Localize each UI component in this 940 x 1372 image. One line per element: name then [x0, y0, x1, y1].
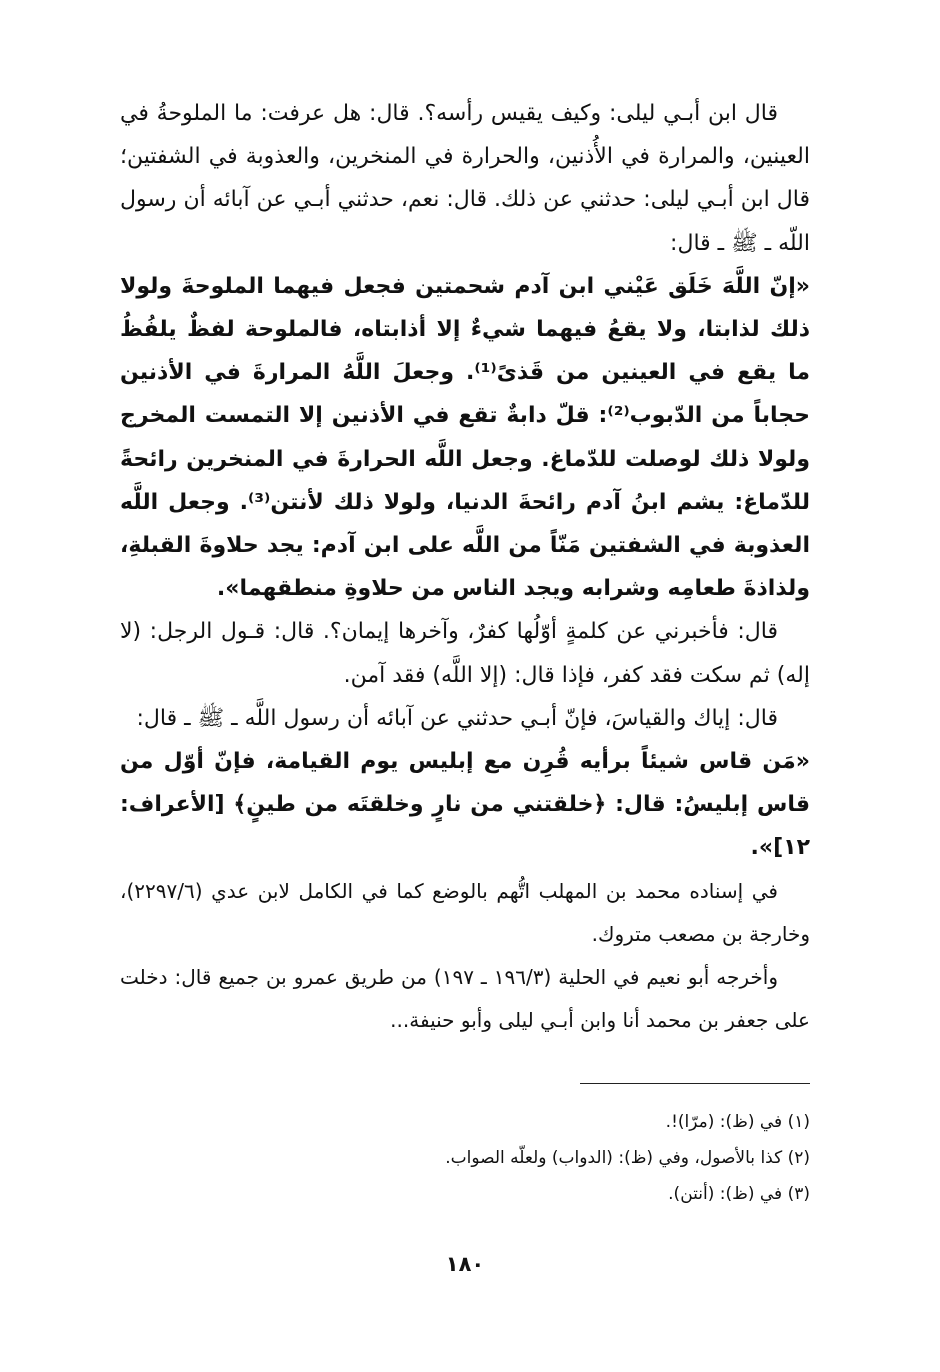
footnote-2: (٢) كذا بالأصول، وفي (ظ): (الدواب) ولعلّه الصواب. [445, 1148, 810, 1168]
footnote-divider [580, 1083, 810, 1084]
footnote-3: (٣) في (ظ): (أنتن). [668, 1184, 810, 1204]
footnotes [120, 1104, 810, 1212]
paragraph-dialogue-3: قال: إياك والقياسَ، فإنّ أبـي حدثني عن آبائه أن رسول اللَّه ـ ﷺ ـ قال: [136, 705, 778, 731]
book-page [120, 92, 810, 1342]
paragraph-hadith-2: «مَن قاس شيئاً برأيه قُرِن مع إبليس يوم القيامة، فإنّ أوّل من قاس إبليسُ: قال: ﴿خلقتني من نارٍ وخلقتَه من طينٍ﴾ [الأعراف: ١٢]». [120, 749, 810, 861]
paragraph-dialogue-2: قال: فأخبرني عن كلمةٍ أوّلُها كفرٌ، وآخرها إيمان؟. قال: قـول الرجل: (لا إله) ثم سكت فقد كفر، فإذا قال: (إلا اللَّه) فقد آمن. [120, 619, 810, 688]
main-text [120, 92, 810, 1042]
footnote-1: (١) في (ظ): (مرّا)!. [665, 1112, 810, 1132]
paragraph-hadith-1: «إنّ اللَّهَ خَلَق عَيْني ابن آدم شحمتين فجعل فيهما الملوحةَ ولولا ذلك لذابتا، ولا يقعُ فيهما شيءٌ إلا أذابتاه، فالملوحة لفظٌ يلفُظُ ما يقع في العينين من قَذىً⁽¹⁾. وجعلَ اللَّهُ المرارةَ في الأذنين حجاباً من الدّبوب⁽²⁾: قلّ دابةٌ تقع في الأذنين إلا التمست المخرج ولولا ذلك لوصلت للدّماغ. وجعل اللَّه الحرارةَ في المنخرين رائحةً للدّماغ: يشم ابنُ آدم رائحةَ الدنيا، ولولا ذلك لأنتن⁽³⁾. وجعل اللَّه العذوبة في الشفتين مَنّاً من اللَّه على ابن آدم: يجد حلاوةَ القبلةِ، ولذاذةَ طعامِه وشرابه ويجد الناس من حلاوةِ منطقهما». [120, 273, 810, 602]
paragraph-dialogue-1: قال ابن أبـي ليلى: وكيف يقيس رأسه؟. قال: هل عرفت: ما الملوحةُ في العينين، والمرارة في الأُذنين، والحرارة في المنخرين، والعذوبة في الشفتين؛ قال ابن أبـي ليلى: حدثني عن ذلك. قال: نعم، حدثني أبـي عن آبائه أن رسول اللّه ـ ﷺ ـ قال: [120, 101, 810, 256]
page-number: ١٨٠ [445, 1252, 485, 1276]
paragraph-takhrij-2: وأخرجه أبو نعيم في الحلية (١٩٦/٣ ـ ١٩٧) من طريق عمرو بن جميع قال: دخلت على جعفر بن محمد أنا وابن أبـي ليلى وأبو حنيفة... [120, 965, 810, 1033]
paragraph-takhrij-1: في إسناده محمد بن المهلب اتُّهم بالوضع كما في الكامل لابن عدي (٢٢٩٧/٦)، وخارجة بن مصعب متروك. [120, 878, 810, 946]
